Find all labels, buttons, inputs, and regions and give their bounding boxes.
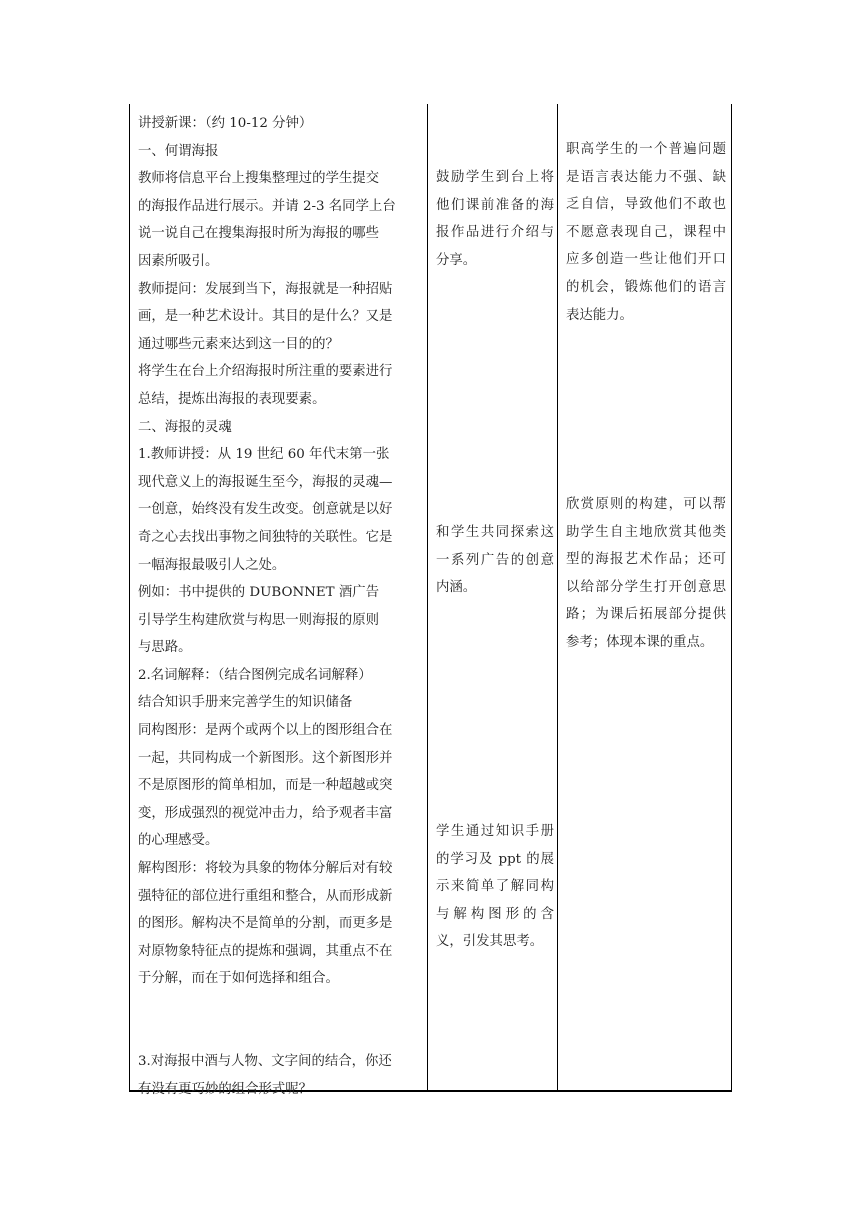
content-line: 现代意义上的海报诞生至今，海报的灵魂— [138,474,393,490]
design-intent-2: 欣赏原则的构建，可以帮助学生自主地欣赏其他类型的海报艺术作品；还可以给部分学生打开创意思路；为课后拓展部分提供参考；体现本课的重点。 [566,497,726,650]
section-heading: 二、海报的灵魂 [138,419,232,435]
section-heading: 一、何谓海报 [138,143,219,159]
student-activity-2: 和学生共同探索这一系列广告的创意内涵。 [436,525,554,596]
content-line: 强特征的部位进行重组和整合，从而形成新 [138,888,393,904]
content-line: 一创意，始终没有发生改变。创意就是以好 [138,502,393,518]
table-border-left [129,104,130,1091]
student-activity-3: 学生通过知识手册的学习及 ppt 的展示来简单了解同构与解构图形的含义，引发其思考。 [436,824,554,950]
table-border-right [731,104,732,1091]
table-divider-1 [427,104,428,1091]
content-line: 将学生在台上介绍海报时所注重的要素进行 [138,364,393,380]
content-line: 讲授新课：（约 10-12 分钟） [138,116,313,131]
blank-line [138,993,425,1021]
content-line: 3.对海报中酒与人物、文字间的结合，你还 [138,1054,392,1070]
content-line: 解构图形：将较为具象的物体分解后对有较 [138,861,393,877]
table-divider-2 [557,104,558,1091]
content-line: 因素所吸引。 [138,253,219,269]
content-line: 一幅海报最吸引人之处。 [138,557,286,573]
content-line: 教师提问：发展到当下，海报就是一种招贴 [138,281,393,297]
content-line: 的图形。解构决不是简单的分割，而更多是 [138,916,393,932]
content-line: 于分解，而在于如何选择和组合。 [138,971,339,987]
content-line: 不是原图形的简单相加，而是一种超越或突 [138,778,393,794]
content-line: 引导学生构建欣赏与构思一则海报的原则 [138,612,380,628]
content-line: 奇之心去找出事物之间独特的关联性。它是 [138,529,393,545]
content-line: 说一说自己在搜集海报时所为海报的哪些 [138,226,380,242]
design-intent-1: 职高学生的一个普遍问题是语言表达能力不强、缺乏自信，导致他们不敢也不愿意表现自己，课程中应多创造一些让他们开口的机会，锻炼他们的语言表达能力。 [566,142,726,323]
content-line: 教师将信息平台上搜集整理过的学生提交 [138,171,380,187]
teaching-content-column [138,110,425,1103]
content-line: 有没有更巧妙的组合形式呢？ [138,1081,313,1097]
content-line: 的海报作品进行展示。并请 2-3 名同学上台 [138,198,396,214]
content-line: 1.教师讲授：从 19 世纪 60 年代末第一张 [138,447,390,463]
blank-line [138,1021,425,1049]
content-line: 结合知识手册来完善学生的知识储备 [138,695,353,711]
content-line: 与思路。 [138,640,192,656]
content-line: 同构图形：是两个或两个以上的图形组合在 [138,723,393,739]
content-line: 总结，提炼出海报的表现要素。 [138,391,326,407]
content-line: 画，是一种艺术设计。其目的是什么？又是 [138,309,393,325]
content-line: 例如：书中提供的 DUBONNET 酒广告 [138,585,380,601]
content-line: 对原物象特征点的提炼和强调，其重点不在 [138,943,393,959]
content-line: 2.名词解释：（结合图例完成名词解释） [138,667,372,683]
content-line: 的心理感受。 [138,833,219,849]
content-line: 一起，共同构成一个新图形。这个新图形并 [138,750,393,766]
content-line: 变，形成强烈的视觉冲击力，给予观者丰富 [138,805,393,821]
content-line: 通过哪些元素来达到这一目的的？ [138,336,339,352]
student-activity-1: 鼓励学生到台上将他们课前准备的海报作品进行介绍与分享。 [436,170,554,268]
